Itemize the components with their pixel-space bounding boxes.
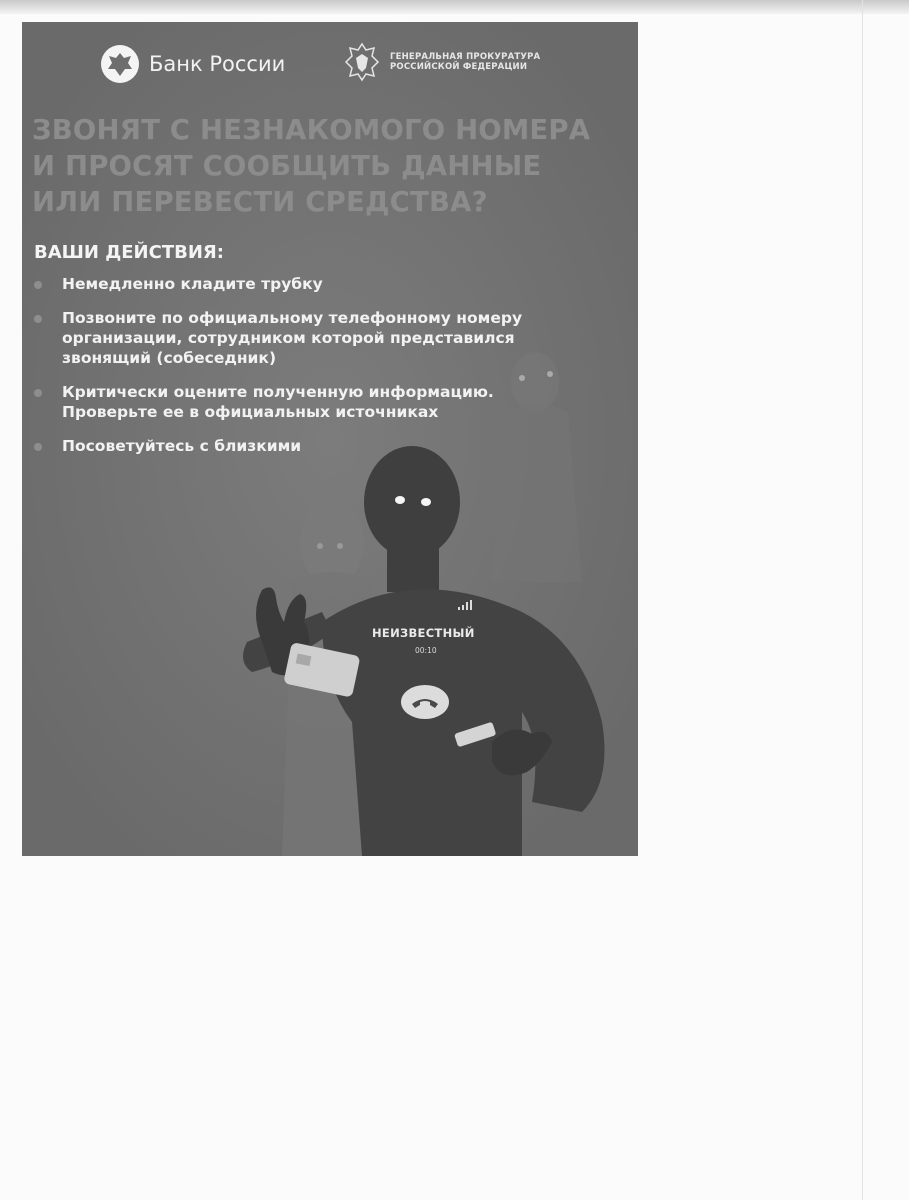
headline-line: И ПРОСЯТ СООБЩИТЬ ДАННЫЕ (32, 150, 542, 182)
scan-edge-top (0, 0, 909, 14)
action-text: Проверьте ее в официальных источниках (62, 403, 439, 421)
prosecutor-name-line: РОССИЙСКОЙ ФЕДЕРАЦИИ (390, 62, 528, 72)
poster (22, 22, 638, 856)
action-text: звонящий (собеседник) (62, 349, 277, 367)
action-item (34, 308, 594, 368)
action-text: Посоветуйтесь с близкими (62, 437, 302, 455)
action-text: организации, сотрудником которой представился (62, 329, 515, 347)
actions-list (34, 274, 594, 470)
action-item (34, 436, 594, 456)
prosecutor-name (390, 52, 540, 72)
action-item (34, 382, 594, 422)
actions-title: ВАШИ ДЕЙСТВИЯ: (34, 242, 224, 263)
bullet-icon (34, 315, 42, 323)
action-text: Немедленно кладите трубку (62, 275, 323, 293)
signal-icon (458, 600, 472, 610)
caller-name: НЕИЗВЕСТНЫЙ (372, 626, 475, 640)
headline-line: ЗВОНЯТ С НЕЗНАКОМОГО НОМЕРА (32, 114, 591, 146)
bullet-icon (34, 443, 42, 451)
bullet-icon (34, 389, 42, 397)
hang-up-button[interactable] (400, 684, 450, 720)
eagle-emblem-icon (100, 44, 140, 84)
prosecutor-name-line: ГЕНЕРАЛЬНАЯ ПРОКУРАТУРА (390, 52, 541, 62)
bank-name: Банк России (149, 52, 286, 76)
action-text: Критически оцените полученную информацию. (62, 383, 494, 401)
bank-of-russia-logo (100, 44, 285, 84)
scan-edge-line (862, 0, 863, 1200)
call-duration: 00:10 (415, 646, 437, 655)
headline-line: ИЛИ ПЕРЕВЕСТИ СРЕДСТВА? (32, 186, 488, 218)
action-text: Позвоните по официальному телефонному номеру (62, 309, 523, 327)
action-item (34, 274, 594, 294)
prosecutor-emblem-icon (340, 40, 384, 84)
prosecutor-office-logo (340, 40, 540, 84)
headline (32, 112, 632, 220)
bullet-icon (34, 281, 42, 289)
